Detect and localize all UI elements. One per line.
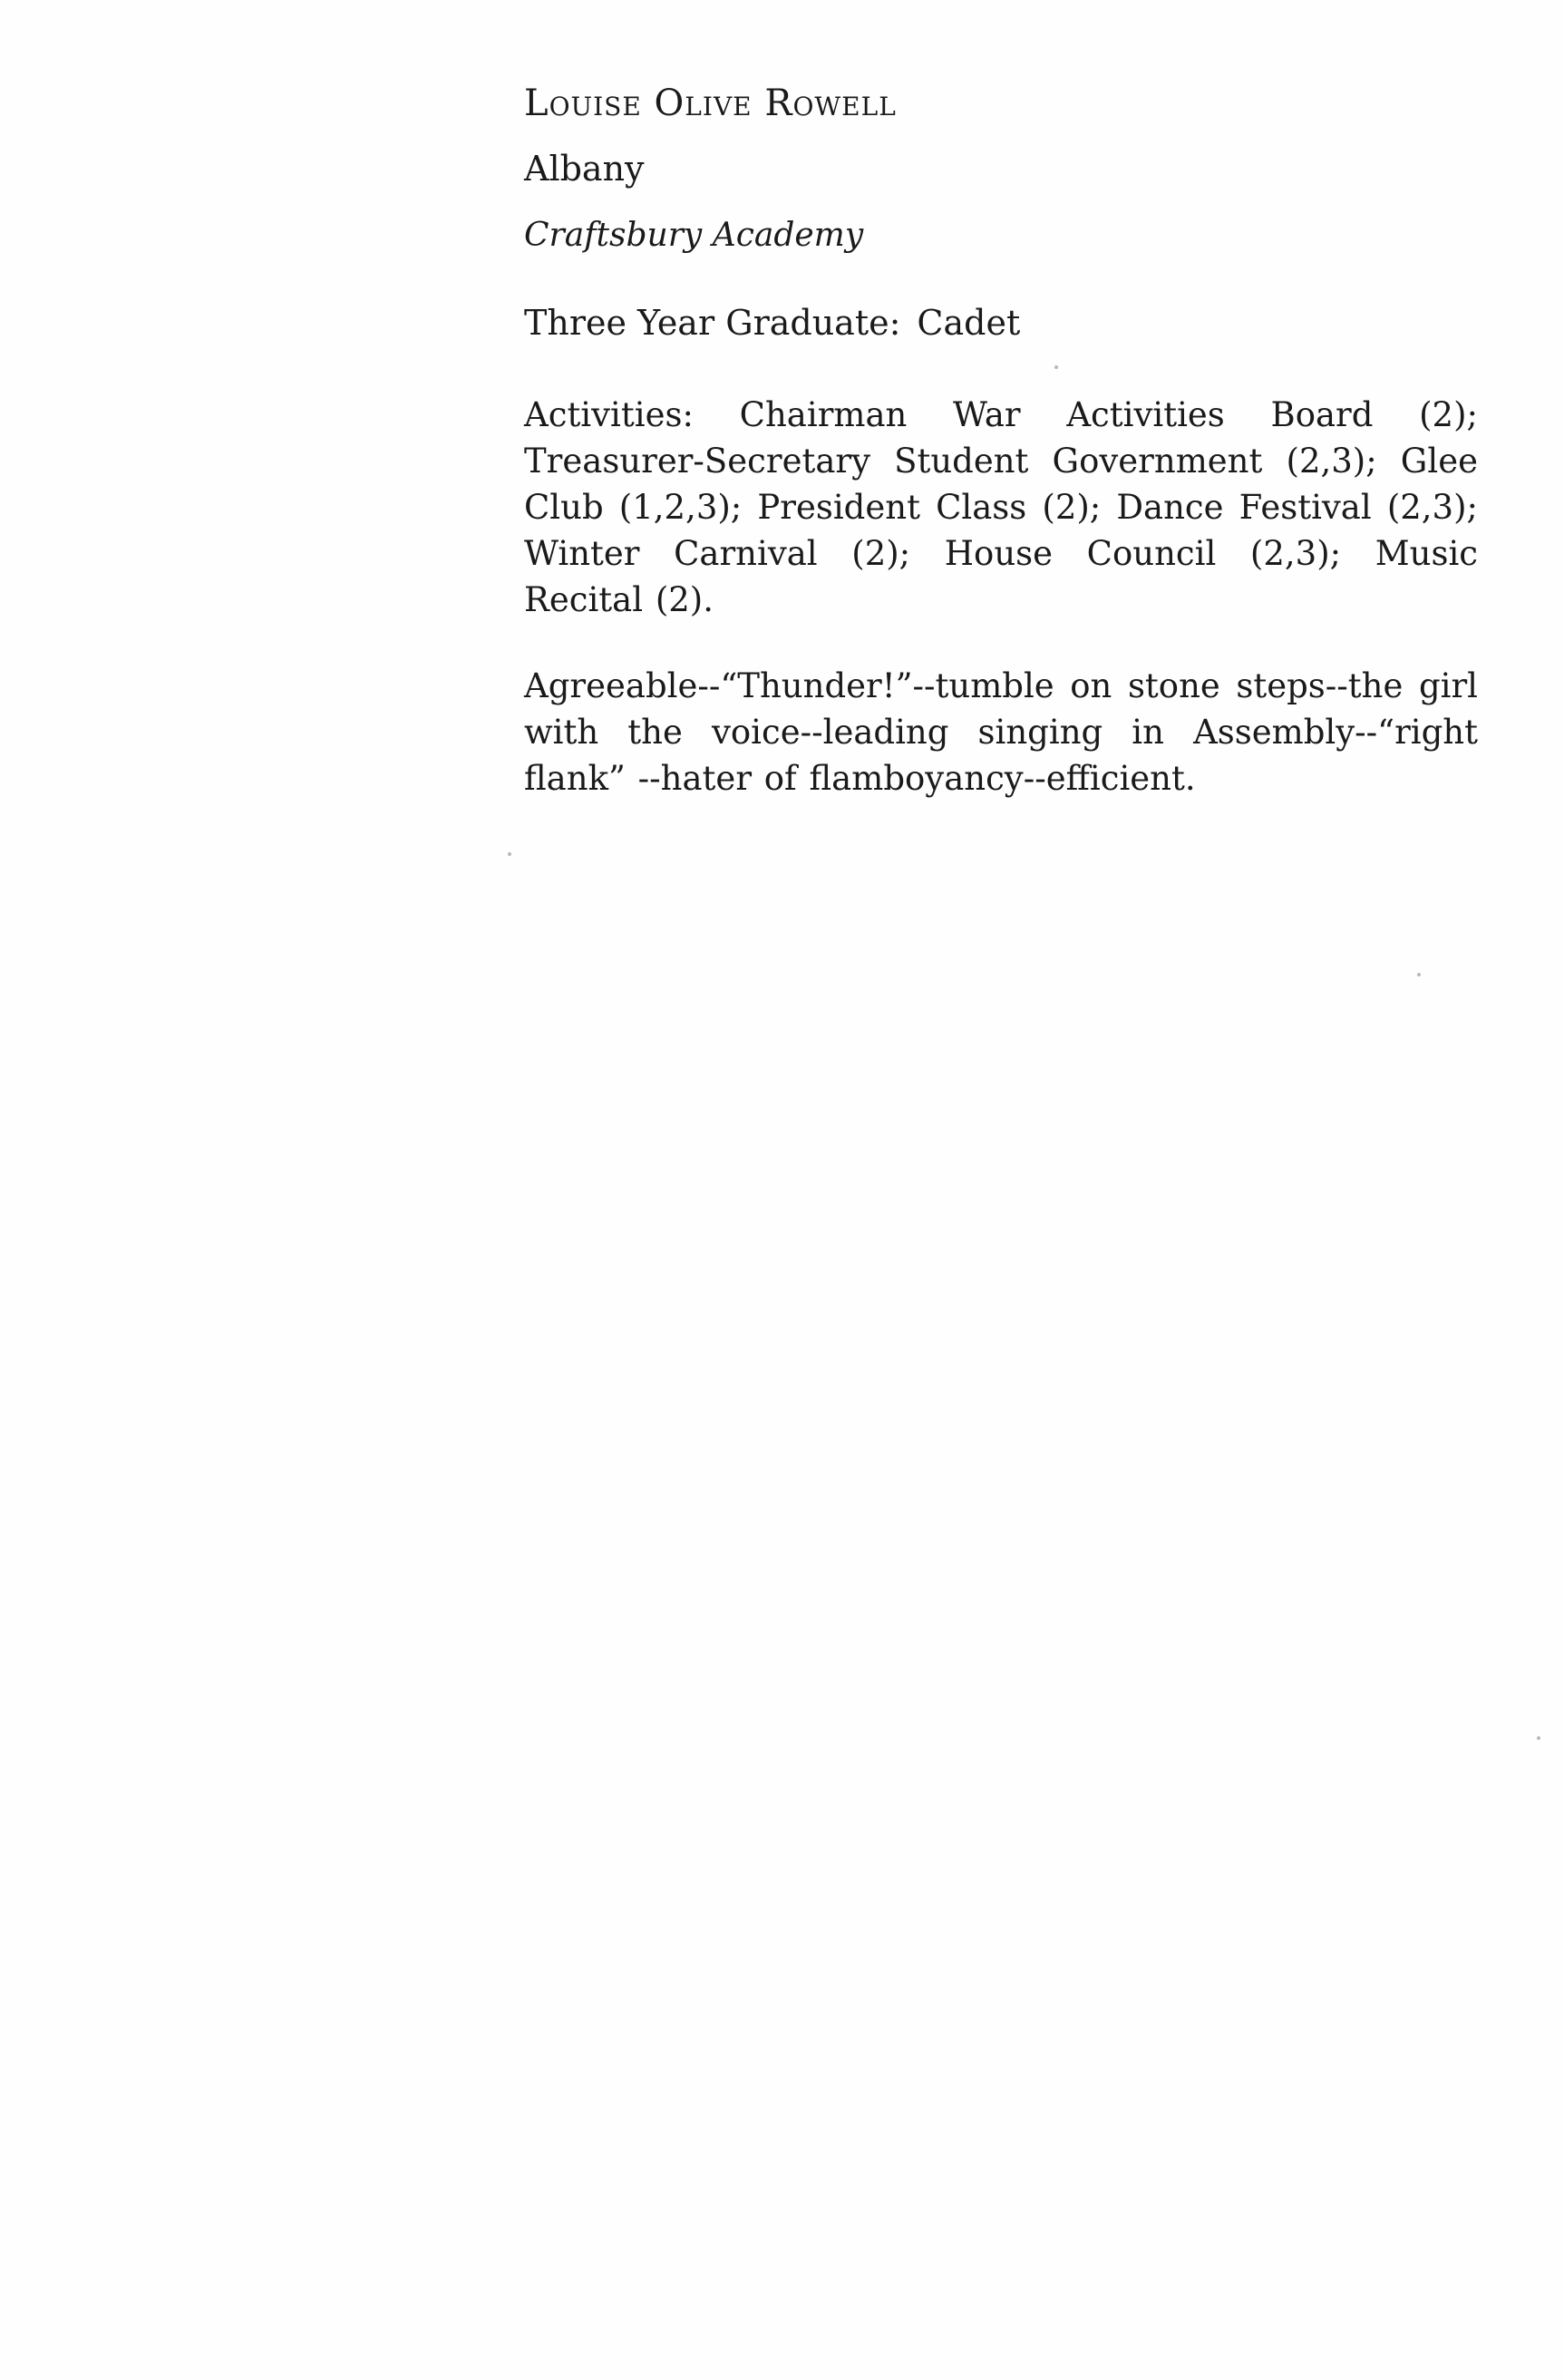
activities-label: Activities: [524,395,694,434]
student-entry [524,80,1478,801]
paper-speck [1054,365,1058,369]
student-hometown: Albany [524,149,645,189]
paper-speck [1537,1736,1540,1740]
paper-speck [508,852,511,856]
student-name: Louise Olive Rowell [524,83,897,124]
student-school: Craftsbury Academy [524,217,864,254]
graduate-label: Three Year Graduate: [524,303,901,343]
student-description: Agreeable--“Thunder!”--tumble on stone steps--the girl with the voice--leading singing in Assembly--“right flank” --hater of flamboyancy--efficient. [524,666,1478,798]
graduate-line [524,299,1478,346]
graduate-value: Cadet [917,303,1021,343]
activities-text: Chairman War Activities Board (2); Treasurer-Secretary Student Government (2,3); Glee Club (1,2,3); President Class (2); Dance Festival (2,3); Winter Carnival (2); House Council (2,3); Music Recital (2). [524,395,1478,619]
paper-speck [1417,973,1421,976]
activities-paragraph [524,392,1478,623]
